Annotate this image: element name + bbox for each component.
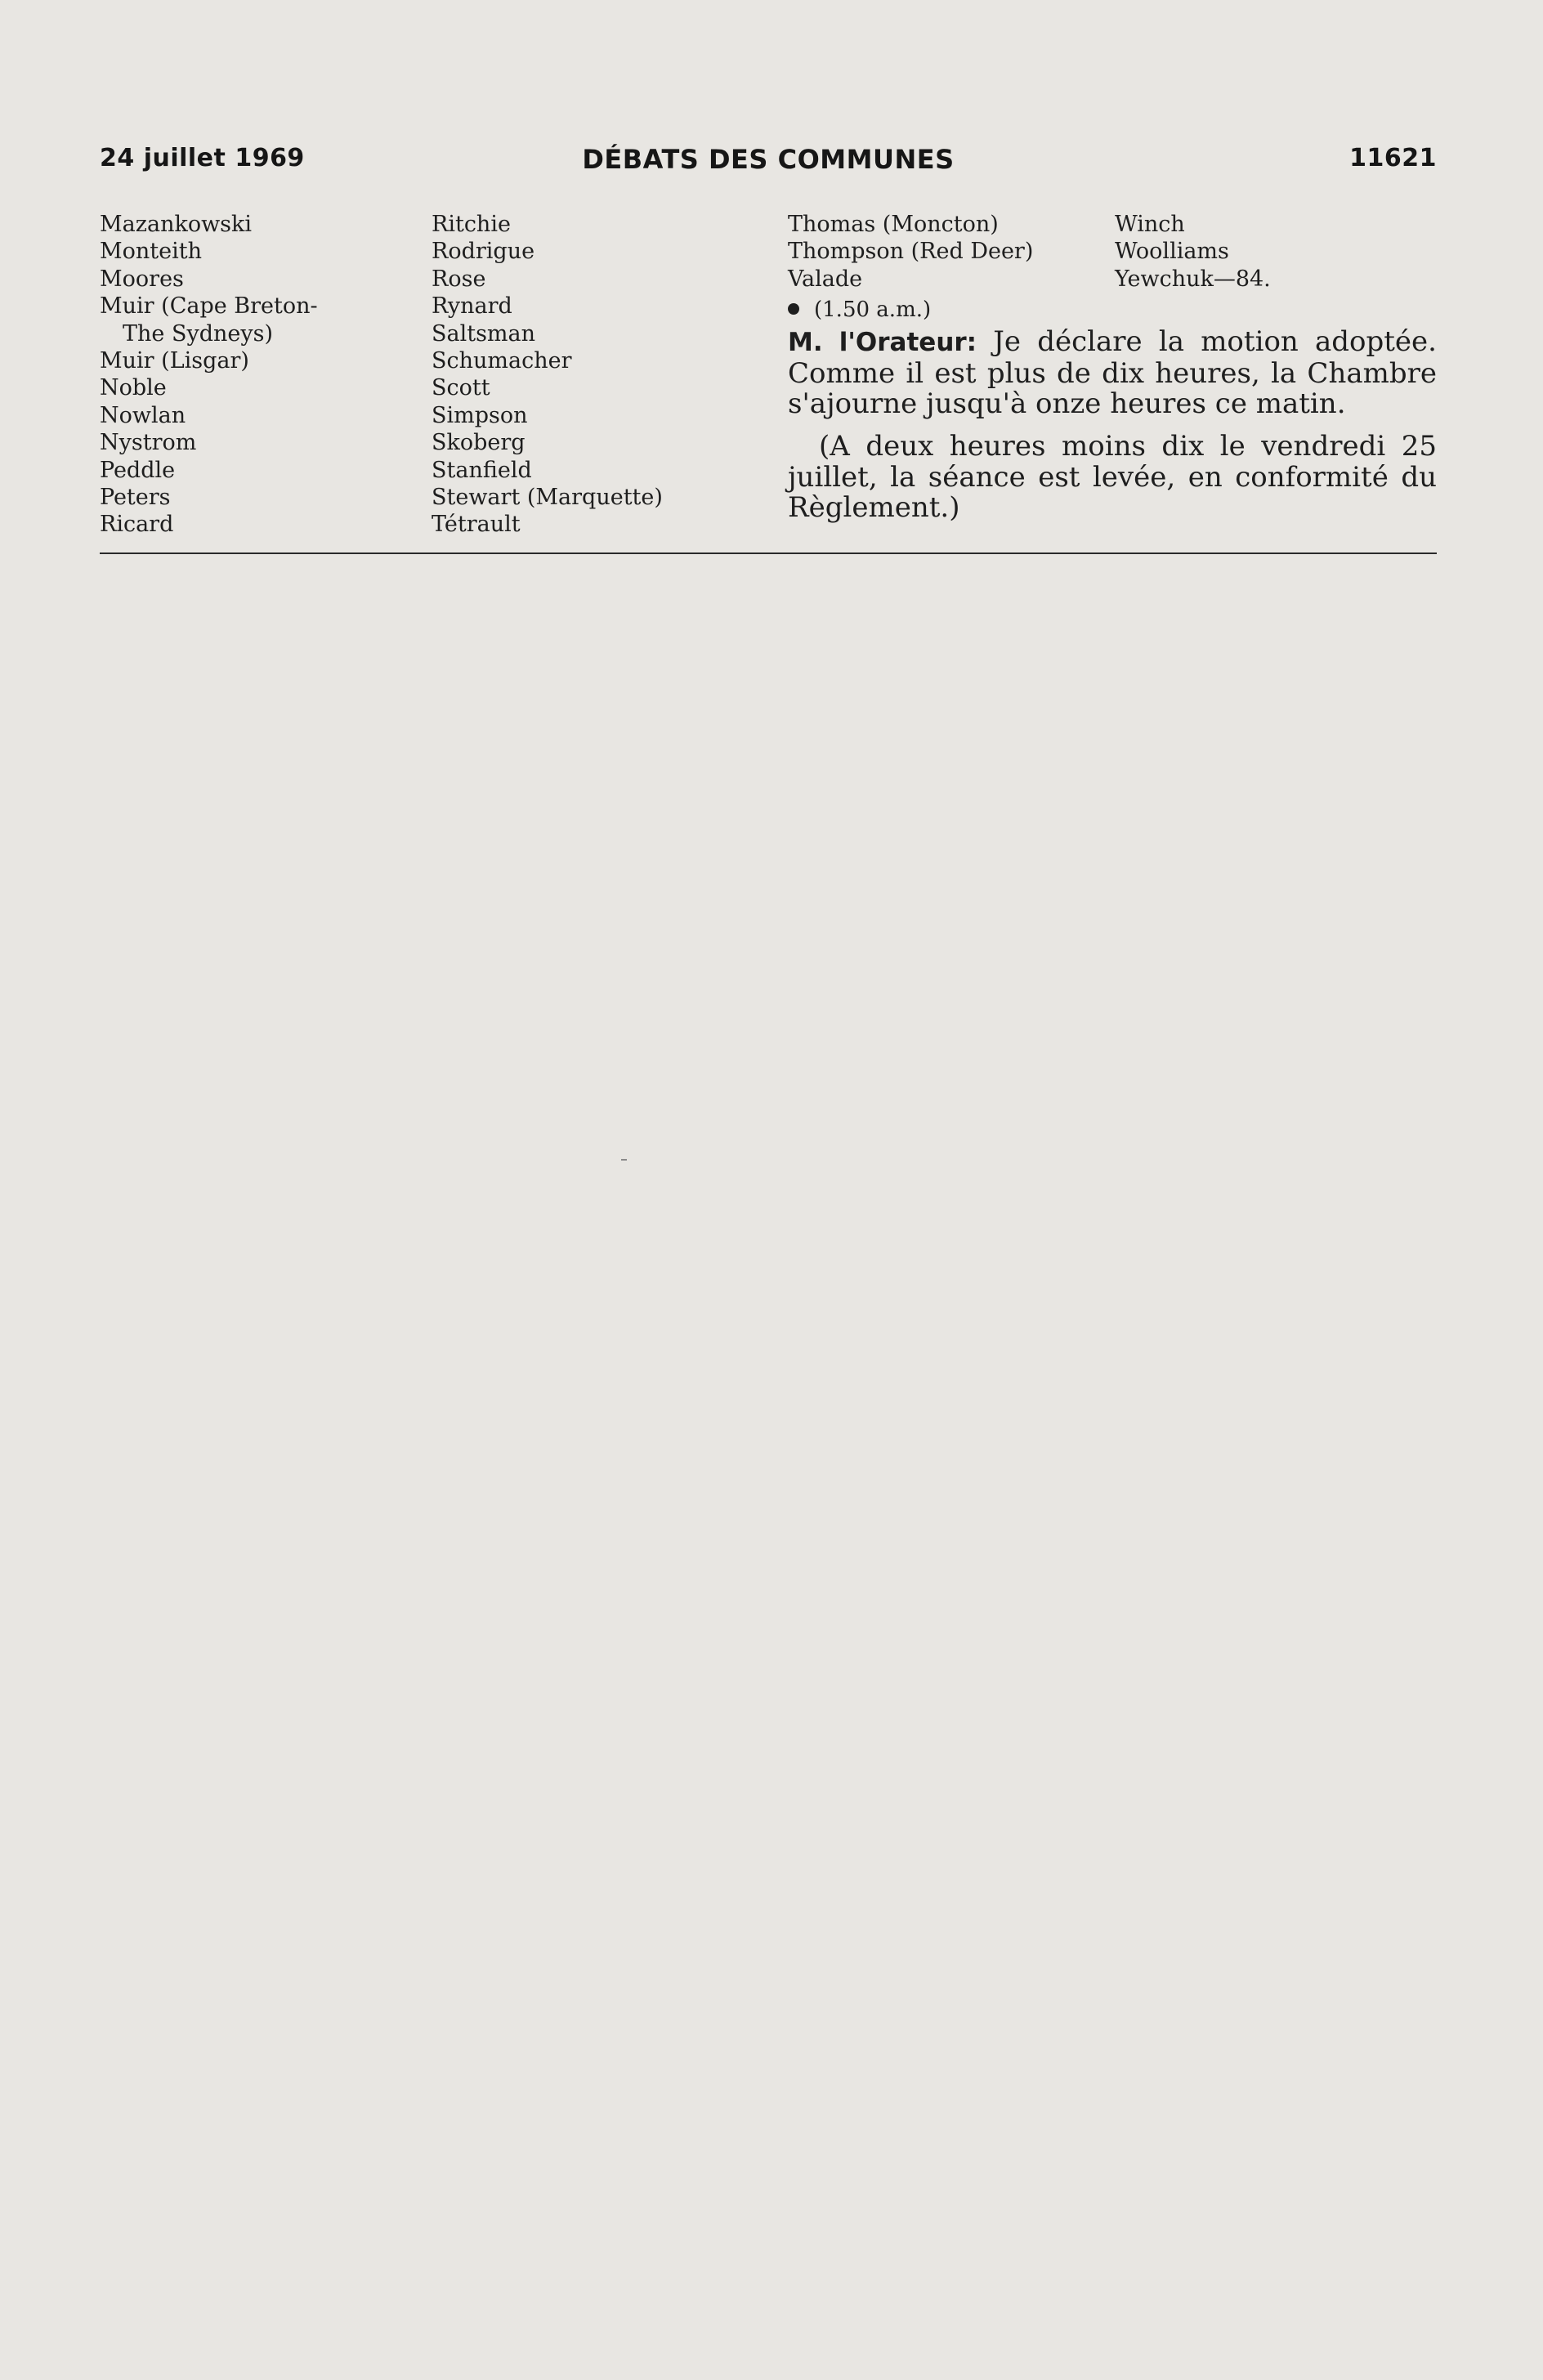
list-item: Winch — [1115, 212, 1185, 237]
speech-text: Je déclare la motion adoptée. Comme il est plus de dix heures, la Chambre s'ajourne jusqu'à onze heures ce matin. — [788, 325, 1437, 420]
list-item: Peters — [100, 485, 171, 511]
list-item: Scott — [432, 375, 490, 401]
list-item: Rodrigue — [432, 239, 535, 265]
list-item: Nystrom — [100, 430, 197, 456]
list-item: Thomas (Moncton) — [788, 212, 999, 237]
names-column-2 — [432, 211, 663, 539]
names-column-4 — [1115, 211, 1271, 293]
header-title: DÉBATS DES COMMUNES — [582, 144, 955, 175]
section-divider — [100, 552, 1437, 554]
list-item: Woolliams — [1115, 239, 1229, 265]
list-item: Thompson (Red Deer) — [788, 239, 1034, 265]
list-item: Muir (Lisgar) — [100, 348, 249, 374]
list-item: Yewchuk—84. — [1115, 266, 1271, 292]
closing-note: (A deux heures moins dix le vendredi 25 juillet, la séance est levée, en conformité du Règlement.) — [788, 430, 1437, 524]
page-header — [100, 144, 1437, 180]
header-page-number: 11621 — [1349, 144, 1437, 172]
list-item: Valade — [788, 266, 863, 292]
list-item: Rynard — [432, 293, 512, 320]
list-item: Peddle — [100, 457, 176, 483]
list-item: Rose — [432, 266, 486, 292]
bullet-icon — [788, 303, 799, 315]
list-item: Ricard — [100, 512, 174, 538]
list-item: Muir (Cape Breton- — [100, 293, 318, 320]
list-item: Nowlan — [100, 402, 186, 428]
list-item: Noble — [100, 375, 167, 401]
names-column-1 — [100, 211, 318, 539]
speaker-name: M. l'Orateur: — [788, 328, 977, 357]
list-item: Simpson — [432, 402, 528, 428]
list-item: Skoberg — [432, 430, 526, 456]
list-item: Ritchie — [432, 212, 511, 237]
list-item: Saltsman — [432, 320, 536, 347]
names-column-3 — [788, 211, 1033, 293]
timestamp — [788, 298, 931, 322]
list-item: Stewart (Marquette) — [432, 485, 663, 511]
list-item: Monteith — [100, 239, 202, 265]
header-date: 24 juillet 1969 — [100, 144, 305, 172]
print-speck — [621, 1159, 627, 1161]
list-item: The Sydneys) — [123, 320, 274, 347]
list-item: Tétrault — [432, 512, 521, 538]
list-item: Mazankowski — [100, 212, 253, 237]
list-item: Stanfield — [432, 457, 532, 483]
list-item: Moores — [100, 266, 184, 292]
timestamp-text: (1.50 a.m.) — [814, 298, 932, 322]
speech-paragraph — [788, 327, 1437, 420]
list-item: Schumacher — [432, 348, 572, 374]
